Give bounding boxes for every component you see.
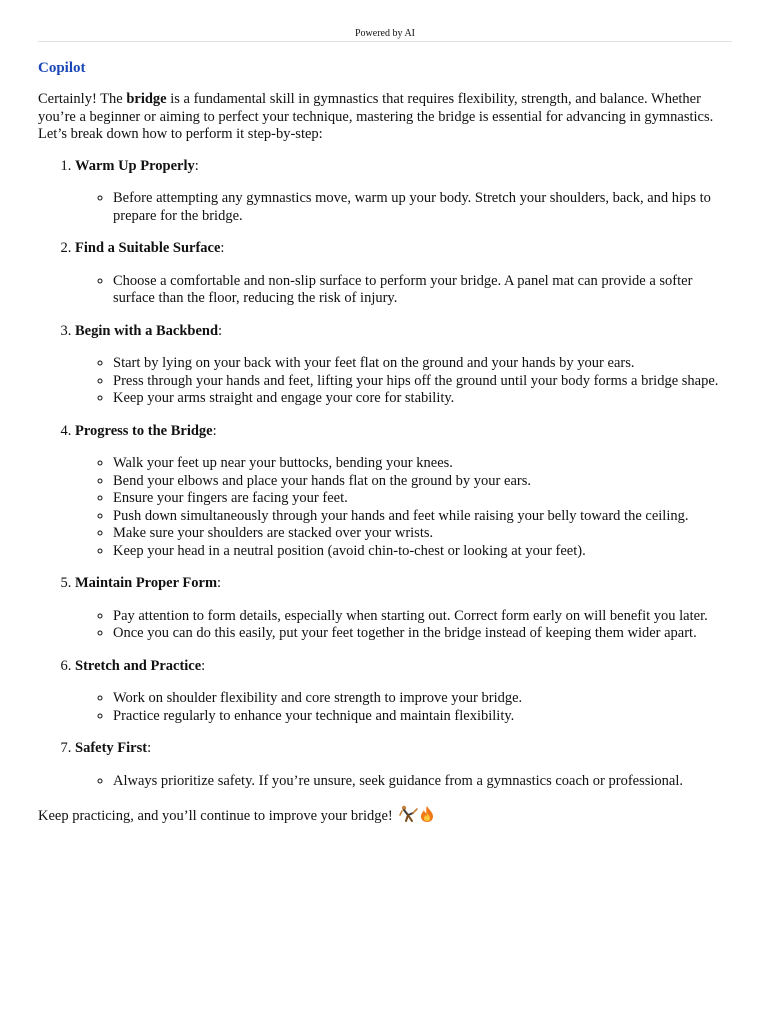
step-title: Maintain Proper Form (75, 575, 218, 591)
step-bullet-list (75, 608, 732, 643)
step-bullet: ◦ Ensure your fingers are facing your feet. (113, 490, 732, 508)
step-bullet: ◦ Push down simultaneously through your hands and feet while raising your belly toward the ceiling. (113, 508, 732, 526)
step-bullet: ◦ Choose a comfortable and non-slip surface to perform your bridge. A panel mat can provide a softer surface than the floor, reducing the risk of injury. (113, 273, 732, 308)
copilot-brand-label: Copilot (38, 60, 86, 76)
step-title-line (75, 423, 732, 441)
step-item (75, 423, 732, 561)
closing-text: Keep practicing, and you’ll continue to improve your bridge! (38, 808, 393, 824)
step-item (75, 240, 732, 308)
step-item (75, 658, 732, 726)
step-title: Stretch and Practice (75, 657, 202, 674)
step-title: Warm Up Properly (75, 157, 195, 174)
step-bullet-list (75, 273, 732, 308)
step-item (75, 575, 732, 643)
step-bullet-list (75, 455, 732, 560)
closing-paragraph (38, 805, 732, 829)
steps-list (38, 158, 732, 791)
step-bullet: ◦ Practice regularly to enhance your technique and maintain flexibility. (113, 708, 732, 726)
step-bullet: ◦ Pay attention to form details, especially when starting out. Correct form early on will benefit you later. (113, 608, 732, 626)
powered-by-header: Powered by AI (355, 28, 415, 39)
intro-bold-term: bridge (126, 91, 167, 107)
step-title-colon: : (194, 157, 199, 174)
step-title-colon: : (218, 322, 223, 339)
gymnast-emoji-icon (399, 805, 419, 829)
step-bullet: ◦ Press through your hands and feet, lifting your hips off the ground until your body forms a bridge shape. (113, 373, 732, 391)
step-title: Progress to the Bridge (75, 422, 213, 439)
intro-paragraph (38, 91, 732, 144)
step-bullet-list (75, 190, 732, 225)
step-item (75, 158, 732, 226)
step-bullet-list (75, 690, 732, 725)
step-bullet-list (75, 773, 732, 791)
step-title-line (75, 575, 732, 593)
step-bullet: ◦ Once you can do this easily, put your feet together in the bridge instead of keeping them wider apart. (113, 625, 732, 643)
fire-emoji-icon (420, 805, 434, 829)
step-bullet: ◦ Keep your head in a neutral position (avoid chin-to-chest or looking at your feet). (113, 543, 732, 561)
step-item (75, 323, 732, 408)
header-divider (38, 41, 732, 42)
step-title-line (75, 158, 732, 176)
step-bullet-list (75, 355, 732, 408)
intro-text-after: is a fundamental skill in gymnastics that requires flexibility, strength, and balance. Whether you’re a beginner or aiming to perfect your technique, mastering the bridge is essential for advancing in gymnastics. Let’s break down how to perform it step-by-step: (38, 91, 714, 142)
step-title: Find a Suitable Surface (75, 240, 221, 256)
step-bullet: ◦ Before attempting any gymnastics move, warm up your body. Stretch your shoulders, back, and hips to prepare for the bridge. (113, 190, 732, 225)
step-bullet: ◦ Walk your feet up near your buttocks, bending your knees. (113, 455, 732, 473)
step-item (75, 740, 732, 790)
step-bullet: ◦ Always prioritize safety. If you’re unsure, seek guidance from a gymnastics coach or professional. (113, 773, 732, 791)
intro-text-before: Certainly! The (38, 91, 127, 107)
step-bullet: ◦ Work on shoulder flexibility and core strength to improve your bridge. (113, 690, 732, 708)
step-title-colon: : (217, 575, 222, 591)
step-title-line (75, 658, 732, 676)
step-bullet: ◦ Make sure your shoulders are stacked over your wrists. (113, 525, 732, 543)
document-page (38, 0, 732, 829)
step-title: Safety First (75, 740, 148, 756)
step-title-line (75, 323, 732, 341)
step-bullet: ◦ Keep your arms straight and engage your core for stability. (113, 390, 732, 408)
step-title-colon: : (212, 422, 217, 439)
step-title-colon: : (201, 657, 206, 674)
step-bullet: ◦ Start by lying on your back with your feet flat on the ground and your hands by your ears. (113, 355, 732, 373)
step-title: Begin with a Backbend (75, 322, 219, 339)
step-title-line (75, 240, 732, 258)
step-title-line (75, 740, 732, 758)
step-title-colon: : (220, 240, 225, 256)
step-title-colon: : (147, 740, 152, 756)
step-bullet: ◦ Bend your elbows and place your hands flat on the ground by your ears. (113, 473, 732, 491)
